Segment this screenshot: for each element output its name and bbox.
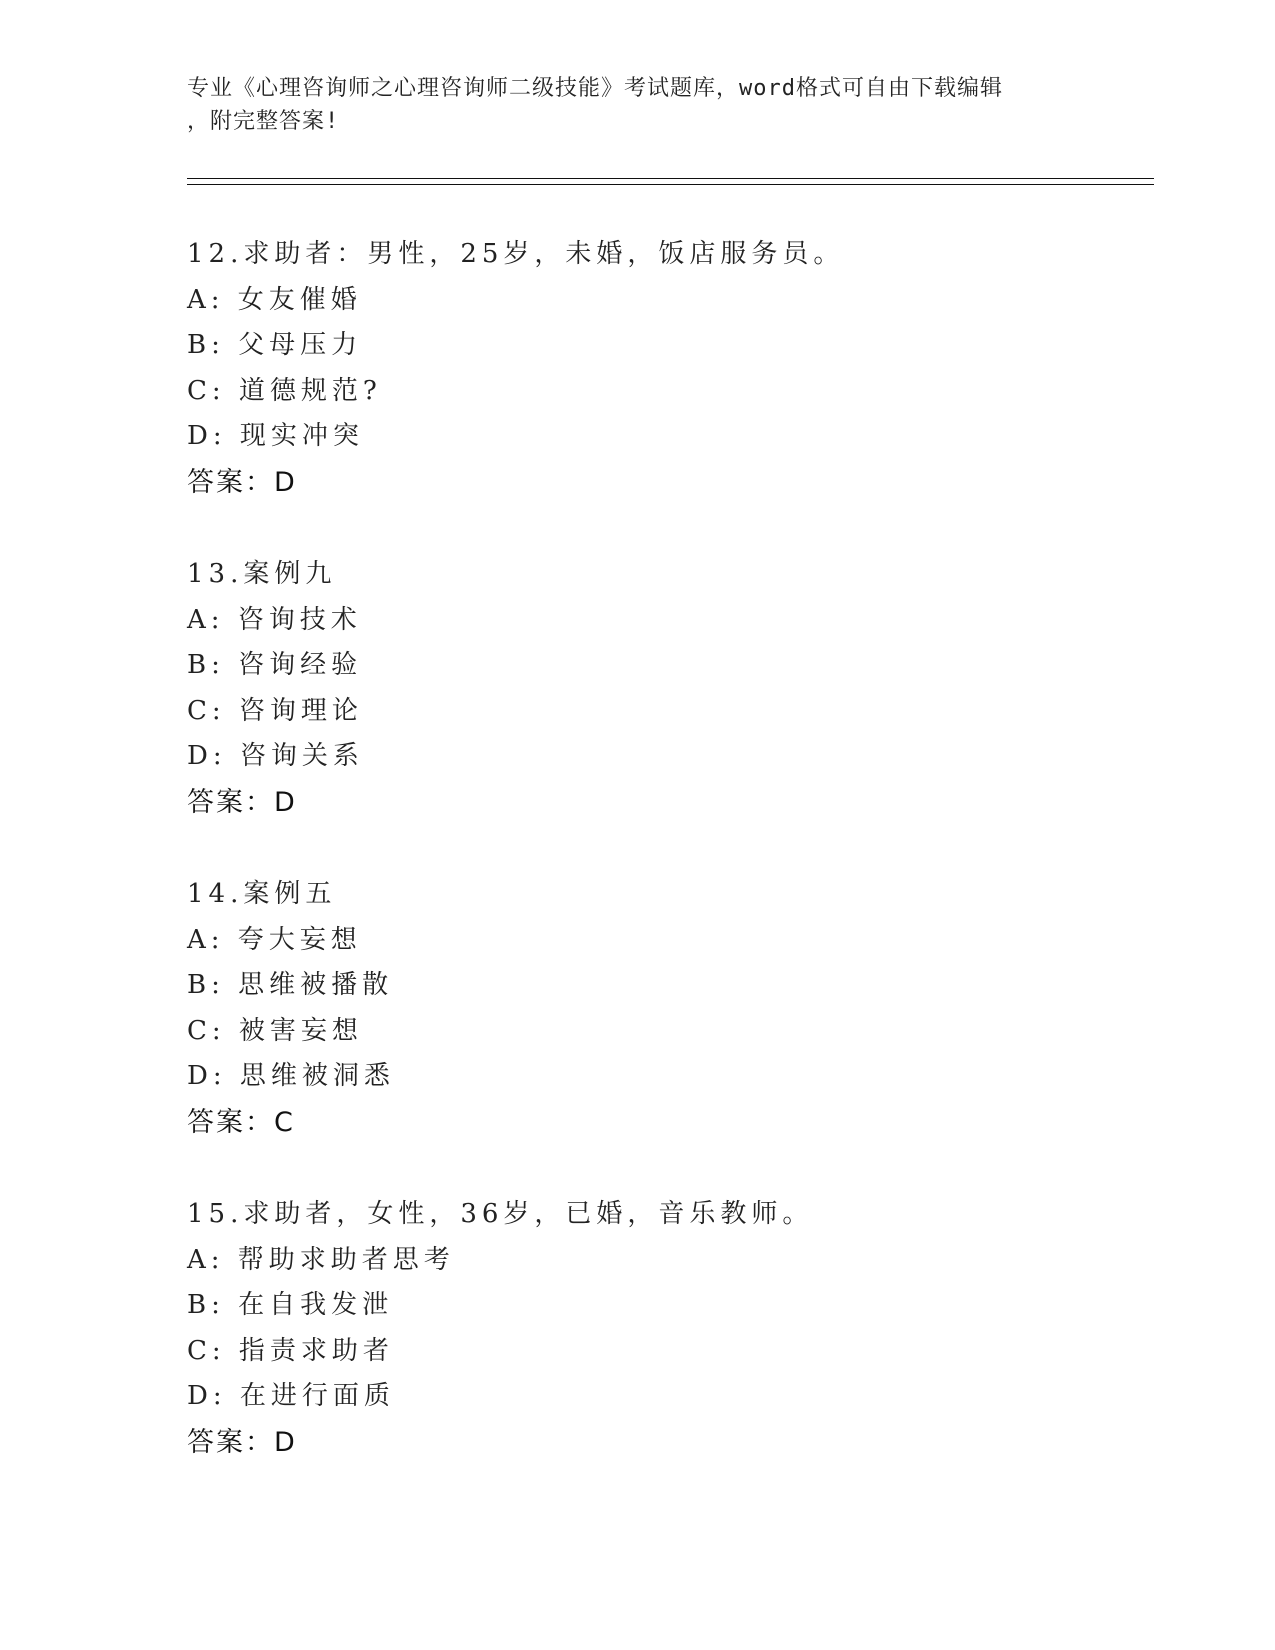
answer-line: 答案：C bbox=[187, 1106, 295, 1138]
question-stem: 14.案例五 bbox=[187, 879, 337, 909]
option-c: C: 指责求助者 bbox=[187, 1335, 394, 1366]
answer-line: 答案：D bbox=[187, 466, 297, 498]
header-double-rule bbox=[187, 178, 1154, 185]
option-c: C: 咨询理论 bbox=[187, 695, 363, 726]
question-stem: 12.求助者：男性，25岁，未婚，饭店服务员。 bbox=[187, 239, 845, 269]
document-header bbox=[187, 72, 1067, 138]
answer-line: 答案：D bbox=[187, 1426, 297, 1458]
answer-line: 答案：D bbox=[187, 786, 297, 818]
question-14 bbox=[187, 872, 1137, 1145]
question-13 bbox=[187, 552, 1137, 825]
header-line-2: ，附完整答案! bbox=[187, 109, 340, 134]
option-d: D: 思维被洞悉 bbox=[187, 1061, 395, 1091]
option-b: B: 在自我发泄 bbox=[187, 1290, 394, 1320]
option-b: B: 父母压力 bbox=[187, 330, 363, 360]
option-b: B: 思维被播散 bbox=[187, 970, 394, 1000]
option-a: A: 夸大妄想 bbox=[187, 924, 362, 955]
question-stem: 15.求助者，女性，36岁，已婚，音乐教师。 bbox=[187, 1199, 814, 1229]
option-c: C: 被害妄想 bbox=[187, 1015, 363, 1046]
option-a: A: 帮助求助者思考 bbox=[187, 1244, 455, 1275]
question-list bbox=[187, 232, 1137, 1512]
option-d: D: 咨询关系 bbox=[187, 741, 364, 771]
option-a: A: 咨询技术 bbox=[187, 604, 362, 635]
option-d: D: 现实冲突 bbox=[187, 421, 364, 451]
option-b: B: 咨询经验 bbox=[187, 650, 363, 680]
option-a: A: 女友催婚 bbox=[187, 284, 362, 315]
question-15 bbox=[187, 1192, 1137, 1465]
header-line-1: 专业《心理咨询师之心理咨询师二级技能》考试题库，word格式可自由下载编辑 bbox=[187, 76, 1003, 101]
question-12 bbox=[187, 232, 1137, 505]
question-stem: 13.案例九 bbox=[187, 559, 337, 589]
option-d: D: 在进行面质 bbox=[187, 1381, 395, 1411]
option-c: C: 道德规范? bbox=[187, 375, 382, 406]
